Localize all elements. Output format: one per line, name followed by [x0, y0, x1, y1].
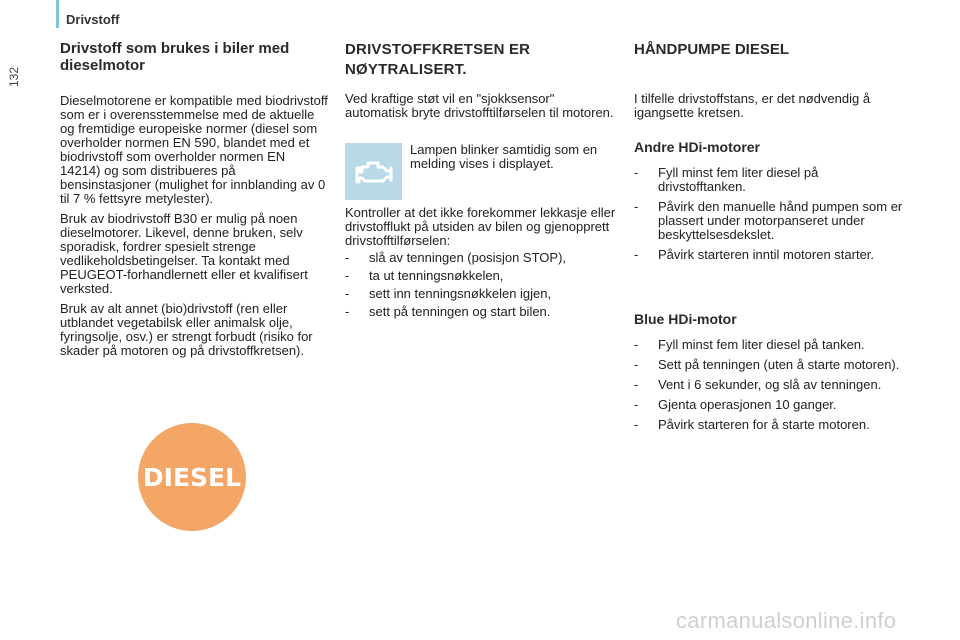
page-number-container — [7, 62, 26, 92]
blue-hdi-steps-list — [634, 338, 906, 432]
heading-other-hdi: Andre HDi-motorer — [634, 139, 761, 155]
hdi-steps-list — [634, 166, 906, 262]
heading-fuel-circuit: DRIVSTOFFKRETSEN ER NØYTRALISERT. — [345, 41, 531, 78]
list-item: - Sett på tenningen (uten å starte motoren). — [634, 358, 906, 372]
heading-hand-pump: HÅNDPUMPE DIESEL — [634, 41, 790, 58]
list-item: - sett på tenningen og start bilen. — [345, 305, 617, 319]
heading-diesel-fuel: Drivstoff som brukes i biler med dieselmotor — [60, 40, 290, 74]
list-item: - slå av tenningen (posisjon STOP), — [345, 251, 617, 265]
list-item: - Fyll minst fem liter diesel på tanken. — [634, 338, 906, 352]
engine-warning-lamp — [345, 143, 402, 200]
list-item: - Påvirk den manuelle hånd pumpen som er plassert under motorpanseret under beskyttelsesdekslet. — [634, 200, 906, 242]
list-item: - sett inn tenningsnøkkelen igjen, — [345, 287, 617, 301]
paragraph-b30: Bruk av biodrivstoff B30 er mulig på noen dieselmotorer. Likevel, denne bruken, selv sporadisk, fordrer spesielt strenge vedlikeholdsbetingelser. Ta kontakt med PEUGEOT-forhandlernett eller et kvalifisert verksted. — [60, 211, 308, 296]
diesel-badge — [138, 423, 246, 531]
list-item: - Påvirk starteren for å starte motoren. — [634, 418, 906, 432]
list-item: - Vent i 6 sekunder, og slå av tenningen. — [634, 378, 906, 392]
column-hand-pump — [634, 40, 906, 438]
paragraph-hand-pump-intro: I tilfelle drivstoffstans, er det nødvendig å igangsette kretsen. — [634, 91, 871, 120]
list-item: - Fyll minst fem liter diesel på drivstofftanken. — [634, 166, 906, 194]
engine-check-icon — [354, 157, 394, 187]
paragraph-shock-sensor: Ved kraftige støt vil en "sjokksensor" automatisk bryte drivstofftilførselen til motoren. — [345, 91, 614, 120]
list-item: - Påvirk starteren inntil motoren starter. — [634, 248, 906, 262]
paragraph-check-leak: Kontroller at det ikke forekommer lekkasje eller drivstofflukt på utsiden av bilen og gjenopprett drivstofftilførselen: — [345, 205, 616, 248]
diesel-badge-label: DIESEL — [142, 462, 242, 492]
header-accent-bar — [56, 0, 59, 28]
lamp-description: Lampen blinker samtidig som en melding vises i displayet. — [410, 142, 598, 171]
paragraph-forbidden: Bruk av alt annet (bio)drivstoff (ren eller utblandet vegetabilsk eller animalsk olje, fyringsolje, osv.) er strengt forbudt (risiko for skader på motoren og på drivstoffkretsen). — [60, 301, 313, 358]
list-item: - ta ut tenningsnøkkelen, — [345, 269, 617, 283]
section-title: Drivstoff — [66, 12, 120, 27]
paragraph-biofuel-compat: Dieselmotorene er kompatible med biodrivstoff som er i overensstemmelse med de aktuelle og fremtidige europeiske normer (diesel som overholder normen EN 590, blandet med et biodrivstoff som overholder normen EN 14214) og som distribueres på bensinstasjoner (mulighet for innblanding av 0 til 7 % fettsyre metylester). — [60, 93, 328, 206]
restart-steps-list — [345, 251, 617, 319]
heading-blue-hdi: Blue HDi-motor — [634, 311, 737, 327]
column-diesel-fuel — [60, 40, 328, 364]
list-item: - Gjenta operasjonen 10 ganger. — [634, 398, 906, 412]
page-number: 132 — [7, 66, 22, 88]
watermark: carmanualsonline.info — [676, 608, 897, 633]
